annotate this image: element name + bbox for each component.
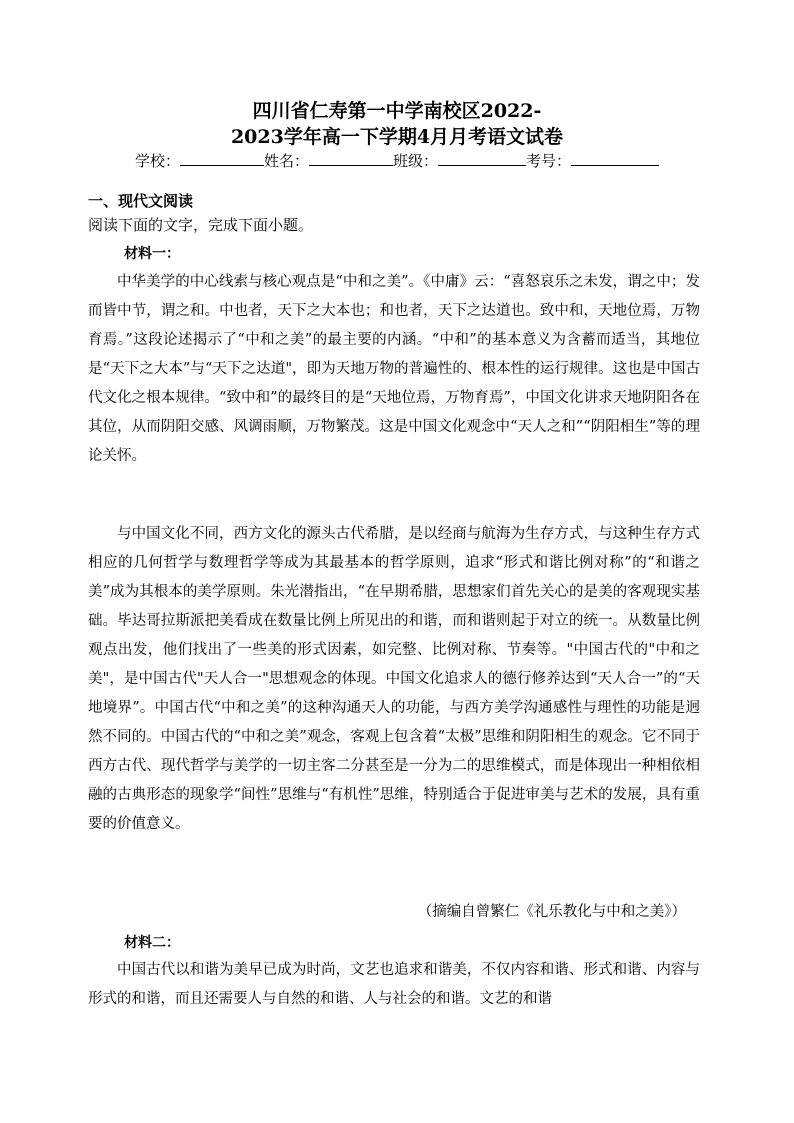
exam-title-line2: 2023学年高一下学期4月月考语文试卷 xyxy=(230,126,564,148)
class-field[interactable] xyxy=(438,150,526,166)
material-one-paragraph: 与中国文化不同，西方文化的源头古代希腊，是以经商与航海为生存方式，与这种生存方式相应的几何哲学与数理哲学等成为其最基本的哲学原则，追求“形式和谐比例对称”的“和谐之美”成为其根本的美学原则。朱光潜指出，“在早期希腊，思想家们首先关心的是美的客观现实基础。毕达哥拉斯派把美看成在数量比例上所见出的和谐，而和谐则起于对立的统一。从数量比例观点出发，他们找出了一些美的形式因素，如完整、比例对称、节奏等。"中国古代的"中和之美"，是中国古代"天人合一"思想观念的体现。中国文化追求人的德行修养达到“天人合一”的“天地境界”。中国古代“中和之美”的这种沟通天人的功能，与西方美学沟通感性与理性的功能是迥然不同的。中国古代的“中和之美”观念，客观上包含着“太极”思维和阴阳相生的观念。它不同于西方古代、现代哲学与美学的一切主客二分甚至是一分为二的思维模式，而是体现出一种相依相融的古典形态的现象学“间性”思维与“有机性”思维，特别适合于促进审美与艺术的发展，具有重要的价值意义。 xyxy=(88,526,700,832)
exam-title-line1: 四川省仁寿第一中学南校区2022- xyxy=(252,100,542,122)
student-info-row xyxy=(0,150,794,172)
class-label: 班级： xyxy=(393,152,439,170)
school-label: 学校： xyxy=(134,152,180,170)
name-label: 姓名： xyxy=(263,152,309,170)
material-two-label: 材料二： xyxy=(124,935,180,951)
exam-number-field[interactable] xyxy=(571,150,659,166)
name-field[interactable] xyxy=(309,150,393,166)
material-two-paragraph: 中国古代以和谐为美早已成为时尚，文艺也追求和谐美，不仅内容和谐、形式和谐、内容与形式的和谐，而且还需要人与自然的和谐、人与社会的和谐。文艺的和谐 xyxy=(88,962,700,1007)
material-one-label: 材料一： xyxy=(124,246,180,262)
material-one-source: （摘编自曾繁仁《礼乐教化与中和之美》） xyxy=(417,904,686,920)
exam-number-label: 考号： xyxy=(526,152,572,170)
material-one-paragraph: 中华美学的中心线索与核心观点是“中和之美”。《中庸》云：“喜怒哀乐之未发，谓之中；发而皆中节，谓之和。中也者，天下之大本也；和也者，天下之达道也。致中和，天地位焉，万物育焉。”这段论述揭示了“中和之美”的最主要的内涵。“中和”的基本意义为含蓄而适当，其地位是“天下之大本”与“天下之达道"，即为天地万物的普遍性的、根本性的运行规律。这也是中国古代文化之根本规律。“致中和”的最终目的是“天地位焉，万物育焉”，中国文化讲求天地阴阳各在其位，从而阴阳交感、风调雨顺，万物繁茂。这是中国文化观念中“天人之和”“阴阳相生”等的理论关怀。 xyxy=(88,274,700,464)
school-field[interactable] xyxy=(180,150,264,166)
section-instruction: 阅读下面的文字，完成下面小题。 xyxy=(88,216,314,234)
section-heading: 一、现代文阅读 xyxy=(88,192,194,210)
